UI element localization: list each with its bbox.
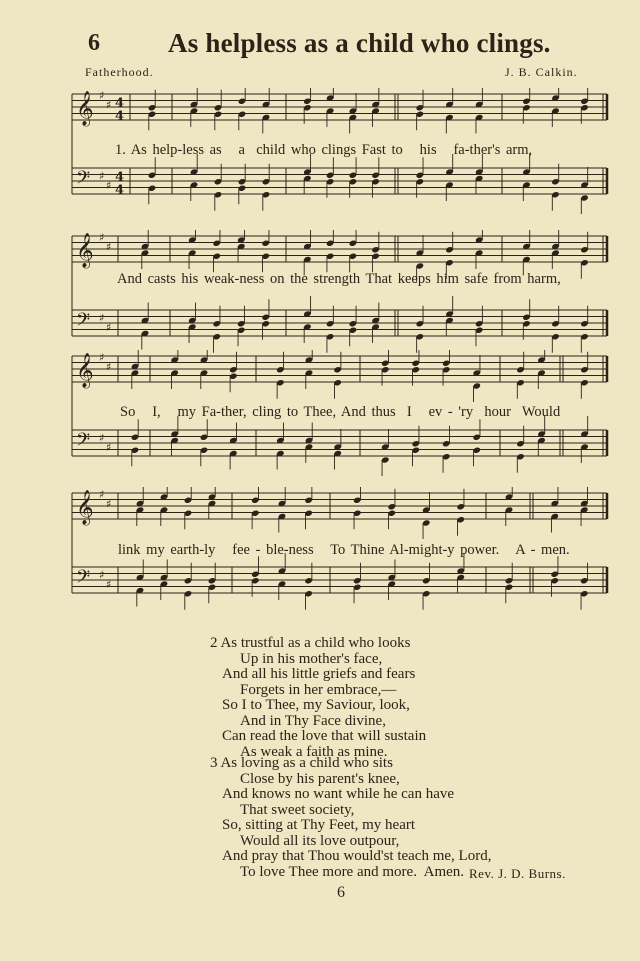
stanza-number: 2 <box>210 635 218 651</box>
stanza-line: So, sitting at Thy Feet, my heart <box>222 817 416 833</box>
hymn-number: 6 <box>88 30 100 56</box>
sharp-sign: ♯ <box>99 169 105 183</box>
sharp-sign: ♯ <box>106 240 112 254</box>
stanza-line: 3 As loving as a child who sits <box>210 755 393 771</box>
stanza-line: And all his little griefs and fears <box>222 666 416 682</box>
stanza-line: And in Thy Face divine, <box>240 712 386 729</box>
stanza-3 <box>210 756 491 880</box>
music-system-1 <box>0 88 640 228</box>
stanza-line: Close by his parent's knee, <box>240 770 400 787</box>
sharp-sign: ♯ <box>99 311 105 325</box>
author-attribution: Rev. J. D. Burns. <box>469 866 566 881</box>
sharp-sign: ♯ <box>106 578 112 591</box>
sharp-sign: ♯ <box>99 89 105 102</box>
stanza-number: 3 <box>210 755 218 771</box>
music-system-4 <box>0 487 640 627</box>
lyric-line-3: So I, my Fa-ther, cling to Thee, And thus I ev - 'ry hour Would <box>120 404 561 420</box>
treble-clef: 𝄞 <box>76 490 94 525</box>
lyric-line-4: link my earth-ly fee - ble-ness To Thine Al-might-y power. A - men. <box>118 542 570 558</box>
sharp-sign: ♯ <box>106 98 112 112</box>
lyric-line-2: And casts his weak-ness on the strength That keeps him safe from harm, <box>117 271 561 287</box>
sharp-sign: ♯ <box>99 231 105 244</box>
treble-clef: 𝄞 <box>76 233 94 268</box>
treble-clef: 𝄞 <box>76 91 94 126</box>
stanza-line: 2 As trustful as a child who looks <box>210 635 411 651</box>
stanza-line: Forgets in her embrace,— <box>240 681 397 698</box>
time-signature: 4 <box>115 109 125 124</box>
sharp-sign: ♯ <box>99 351 105 364</box>
bass-clef: 𝄢 <box>76 310 91 335</box>
stanza-line: As weak a faith as mine. <box>240 743 388 760</box>
sharp-sign: ♯ <box>106 179 112 192</box>
tune-name: Fatherhood. <box>85 65 154 79</box>
time-signature: 4 <box>115 96 125 111</box>
music-staves-2 <box>0 230 640 370</box>
stanza-line: That sweet society, <box>240 801 355 818</box>
sharp-sign: ♯ <box>99 488 105 501</box>
stanza-line: Up in his mother's face, <box>240 650 383 667</box>
lyric-line-1: 1. As help-less as a child who clings Fast to his fa-ther's arm, <box>115 142 533 158</box>
stanza-line: And knows no want while he can have <box>222 786 455 802</box>
hymn-title: As helpless as a child who clings. <box>168 28 551 58</box>
page-number: 6 <box>337 884 345 901</box>
sharp-sign: ♯ <box>106 497 112 511</box>
music-system-2 <box>0 230 640 350</box>
stanza-line: So I to Thee, my Saviour, look, <box>222 697 410 713</box>
treble-clef: 𝄞 <box>76 353 94 388</box>
bass-clef: 𝄢 <box>76 168 91 193</box>
time-signature: 4 <box>115 183 125 198</box>
sharp-sign: ♯ <box>106 321 112 334</box>
bass-clef: 𝄢 <box>76 567 91 592</box>
stanza-line: Can read the love that will sustain <box>222 728 427 744</box>
stanza-line: And pray that Thou would'st teach me, Lord, <box>222 848 492 864</box>
time-signature: 4 <box>115 170 125 185</box>
stanza-line: Would all its love outpour, <box>240 832 400 849</box>
bass-clef: 𝄢 <box>76 430 91 455</box>
sharp-sign: ♯ <box>106 441 112 454</box>
sharp-sign: ♯ <box>99 568 105 582</box>
composer-name: J. B. Calkin. <box>505 65 578 79</box>
stanza-line: To love Thee more and more. Amen. <box>240 863 465 880</box>
stanza-2 <box>210 636 426 760</box>
sharp-sign: ♯ <box>106 360 112 374</box>
sharp-sign: ♯ <box>99 431 105 445</box>
music-system-3 <box>0 350 640 490</box>
